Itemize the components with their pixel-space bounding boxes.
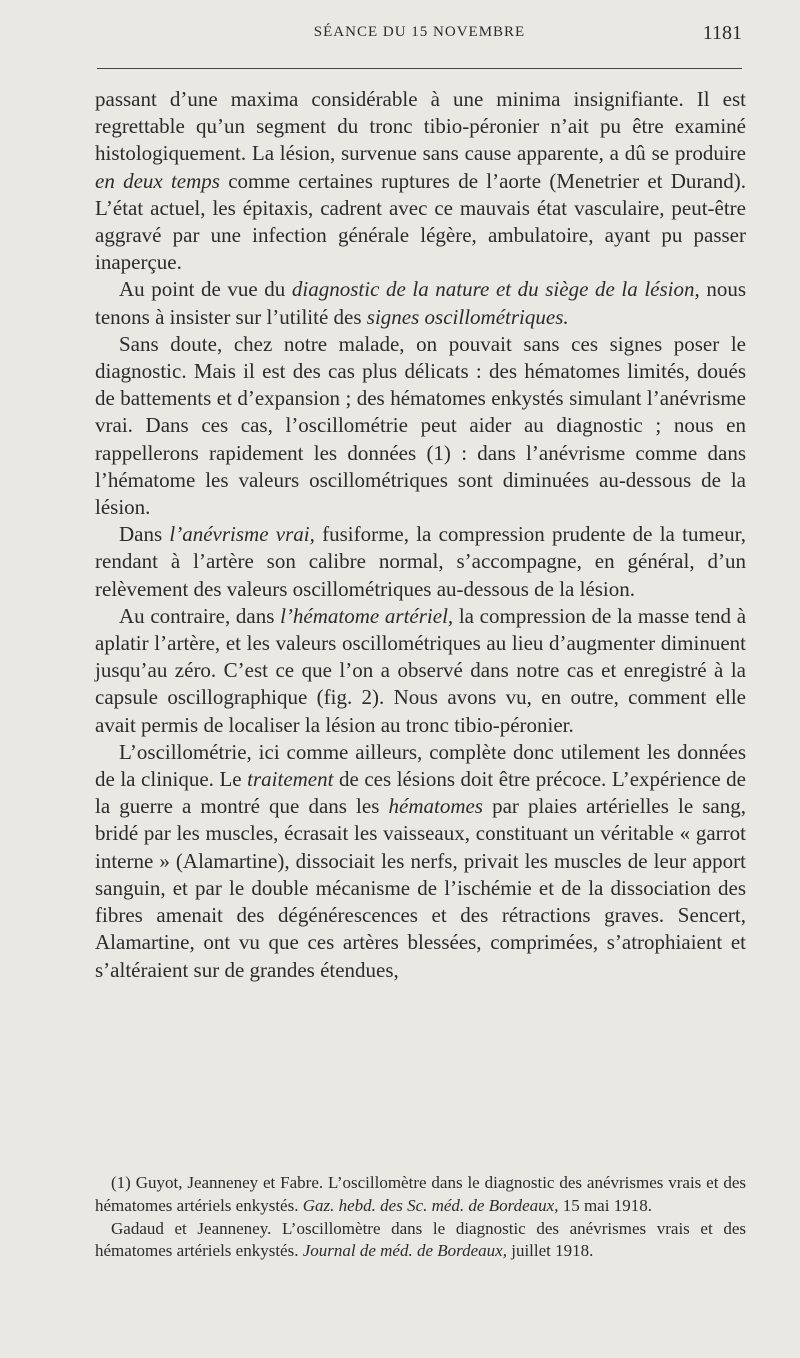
paragraph-3: Sans doute, chez notre malade, on pouvait sans ces signes poser le diagnostic. Mais il est des cas plus délicats : des hématomes limités, doués de battements et d’expansion ; des hématomes enkystés simulant l’anévrisme vrai. Dans ces cas, l’oscillométrie peut aider au diagnostic ; nous en rappellerons rapidement les données (1) : dans l’anévrisme comme dans l’hématome les valeurs oscillométriques sont diminuées au-dessous de la lésion. (95, 331, 746, 520)
p1-emphasis: en deux temps (95, 168, 220, 193)
p1-text-cont: comme certaines ruptures de l’aorte (Menetrier et Durand). L’état actuel, les épitaxis, cadrent avec ce mauvais état vasculaire, peut-être aggravé par une infection générale légère, ambulatoire, ayant pu passer inaperçue. (95, 168, 746, 275)
paragraph-4 (95, 521, 746, 603)
p6-emphasis-2: hématomes (388, 794, 483, 819)
f1-date: 15 mai 1918. (562, 1195, 652, 1215)
p6-text-c: par plaies artérielles le sang, bridé par les muscles, écrasait les vaisseaux, constituant un véritable « garrot interne » (Alamartine), dissociait les nerfs, privait les muscles de leur apport sanguin, et par le double mécanisme de l’ischémie et de la dissociation des fibres amenait des dégénérescences et des rétractions graves. Sencert, Alamartine, ont vu que ces artères blessées, comprimées, s’atrophiaient et s’altéraient sur de grandes étendues, (95, 794, 747, 982)
f2-text-a: Gadaud et Jeanneney. L’oscillomètre dans le diagnostic des anévrismes vrais et des hématomes artériels enkystés. (95, 1218, 746, 1261)
p5-text-a: Au contraire, dans (119, 603, 275, 628)
page-number: 1181 (702, 22, 742, 44)
p2-emphasis-2: signes oscillométriques. (366, 304, 569, 329)
p4-text-a: Dans (119, 522, 163, 547)
p6-emphasis-1: traitement (247, 767, 334, 792)
f2-date: juillet 1918. (511, 1241, 594, 1261)
p2-emphasis-1: diagnostic de la nature et du siège de la lésion, (291, 277, 700, 302)
f1-text-a: (1) Guyot, Jeanneney et Fabre. L’oscillomètre dans le diagnostic des anévrismes vrais et des hématomes artériels enkystés. (95, 1173, 746, 1215)
p4-emphasis: l’anévrisme vrai, (169, 522, 315, 547)
header-rule (97, 68, 742, 69)
p1-text: passant d’une maxima considérable à une minima insignifiante. Il est regrettable qu’un segment du tronc tibio-péronier n’ait pu être examiné histologiquement. La lésion, survenue sans cause apparente, a dû se produire (95, 87, 746, 166)
footnote-2 (95, 1218, 746, 1264)
page-header (97, 20, 742, 52)
p5-text-b: la compression de la masse tend à aplatir l’artère, et les valeurs oscillométriques au lieu d’augmenter diminuent jusqu’au zéro. C’est ce que l’on a observé dans notre cas et enregistré à la capsule oscillographique (fig. 2). Nous avons vu, en outre, comment elle avait permis de localiser la lésion au tronc tibio-péronier. (95, 603, 747, 737)
p6-text-b: de ces lésions doit être précoce. L’expérience de la guerre a montré que dans les (95, 767, 746, 819)
p4-text-b: fusiforme, la compression prudente de la tumeur, rendant à l’artère son calibre normal, s’accompagne, en général, d’un relèvement des valeurs oscillométriques au-dessous de la lésion. (95, 522, 747, 601)
body-text (95, 86, 746, 984)
f2-journal: Journal de méd. de Bordeaux, (302, 1241, 507, 1261)
f1-journal: Gaz. hebd. des Sc. méd. de Bordeaux, (302, 1195, 559, 1215)
paragraph-5 (95, 603, 746, 739)
p6-text-a: L’oscillométrie, ici comme ailleurs, complète donc utilement les données de la clinique. Le (95, 739, 746, 792)
running-head: SÉANCE DU 15 NOVEMBRE (313, 24, 526, 40)
footnote-1 (95, 1172, 746, 1218)
p2-text-b: nous tenons à insister sur l’utilité des (95, 277, 747, 329)
p5-emphasis: l’hématome artériel, (280, 603, 454, 628)
paragraph-6 (95, 739, 746, 984)
p2-text-a: Au point de vue du (119, 277, 286, 302)
paragraph-1 (95, 86, 746, 276)
footnotes (95, 1172, 746, 1263)
paragraph-2 (95, 276, 746, 330)
